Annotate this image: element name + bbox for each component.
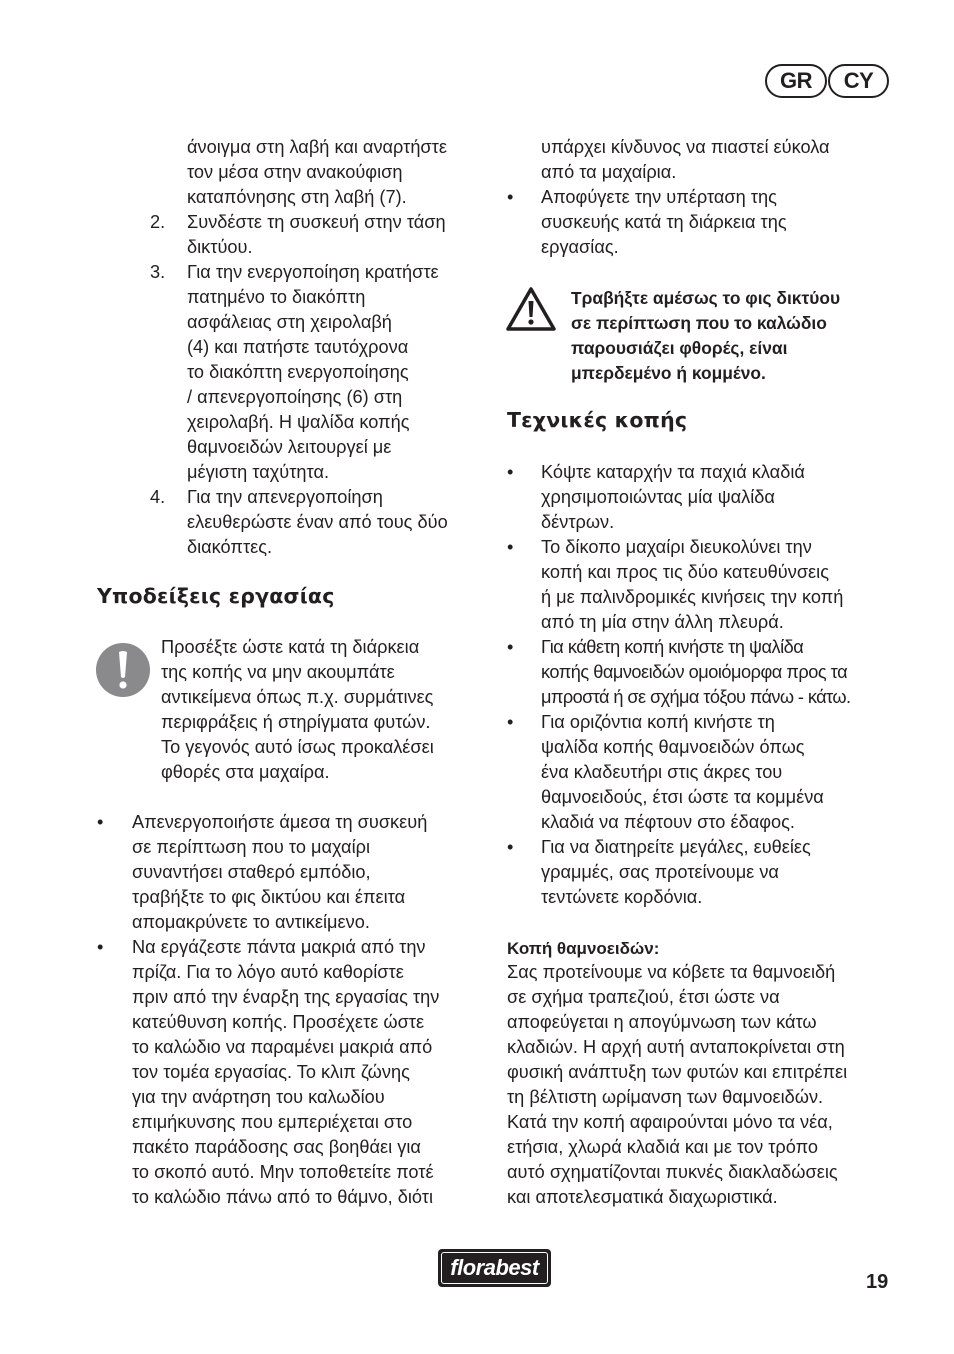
- bullet-marker: •: [97, 937, 104, 957]
- step-line: δικτύου.: [187, 237, 253, 257]
- bullet-line: κοπής θαμνοειδών ομοιόμορφα προς τα: [541, 662, 848, 682]
- paragraph-line: αποφεύγεται η απογύμνωση των κάτω: [507, 1012, 817, 1032]
- bullet-line: κατεύθυνση κοπής. Προσέχετε ώστε: [132, 1012, 425, 1032]
- logo-text: florabest: [450, 1255, 539, 1280]
- bullet-marker: •: [507, 537, 514, 557]
- bullet-line: Για οριζόντια κοπή κινήστε τη: [541, 712, 775, 732]
- step-line: / απενεργοποίησης (6) στη: [187, 387, 403, 407]
- bullet-line: Για κάθετη κοπή κινήστε τη ψαλίδα: [541, 637, 804, 657]
- bullet-line: ψαλίδα κοπής θαμνοειδών όπως: [541, 737, 805, 757]
- note-line: αντικείμενα όπως π.χ. συρμάτινες: [161, 687, 434, 707]
- paragraph-line: Κατά την κοπή αφαιρούνται μόνο τα νέα,: [507, 1112, 833, 1132]
- florabest-logo: [438, 1249, 551, 1287]
- bullet-line: Κόψτε καταρχήν τα παχιά κλαδιά: [541, 462, 805, 482]
- continued-line: από τα μαχαίρια.: [541, 162, 677, 182]
- step-line: Συνδέστε τη συσκευή στην τάση: [187, 212, 446, 232]
- intro-line: καταπόνησης στη λαβή (7).: [187, 187, 407, 207]
- bullet-line: Αποφύγετε την υπέρταση της: [541, 187, 777, 207]
- bullet-line: σε περίπτωση που το μαχαίρι: [132, 837, 370, 857]
- step-line: μέγιστη ταχύτητα.: [187, 462, 330, 482]
- bullet-line: για την ανάρτηση του καλωδίου: [132, 1087, 385, 1107]
- warning-line: μπερδεμένο ή κομμένο.: [571, 363, 766, 383]
- step-line: Για την ενεργοποίηση κρατήστε: [187, 262, 439, 282]
- paragraph-line: ετήσια, χλωρά κλαδιά και με τον τρόπο: [507, 1137, 819, 1157]
- bullet-line: μπροστά ή σε σχήμα τόξου πάνω - κάτω.: [541, 687, 851, 707]
- bullet-line: Να εργάζεστε πάντα μακριά από την: [132, 937, 426, 957]
- bullet-line: τραβήξτε το φις δικτύου και έπειτα: [132, 887, 406, 907]
- bullet-line: γραμμές, σας προτείνουμε να: [541, 862, 779, 882]
- note-line: της κοπής να μην ακουμπάτε: [161, 662, 395, 682]
- step-line: ελευθερώστε έναν από τους δύο: [187, 512, 448, 532]
- paragraph-line: φυσική ανάπτυξη των φυτών και επιτρέπει: [507, 1062, 848, 1082]
- continued-line: υπάρχει κίνδυνος να πιαστεί εύκολα: [541, 137, 830, 157]
- paragraph-line: και αποτελεσματικά διαχωριστικά.: [507, 1187, 778, 1207]
- paragraph-line: αυτό σχηματίζονται πυκνές διακλαδώσεις: [507, 1162, 838, 1182]
- bullet-line: συσκευής κατά τη διάρκεια της: [541, 212, 787, 232]
- step-line: ασφάλειας στη χειρολαβή: [187, 312, 392, 332]
- subsection-title: Κοπή θαμνοειδών:: [507, 939, 660, 958]
- bullet-line: χρησιμοποιώντας μία ψαλίδα: [541, 487, 775, 507]
- warning-line: Τραβήξτε αμέσως το φις δικτύου: [571, 288, 841, 308]
- intro-line: τον μέσα στην ανακούφιση: [187, 162, 403, 182]
- exclamation-icon: [95, 642, 151, 698]
- note-line: περιφράξεις ή στηρίγματα φυτών.: [161, 712, 431, 732]
- section-heading-work-notes: Υποδείξεις εργασίας: [97, 584, 335, 608]
- note-line: Προσέξτε ώστε κατά τη διάρκεια: [161, 637, 420, 657]
- bullet-line: τον τομέα εργασίας. Το κλιπ ζώνης: [132, 1062, 410, 1082]
- bullet-line: Το δίκοπο μαχαίρι διευκολύνει την: [541, 537, 812, 557]
- intro-line: άνοιγμα στη λαβή και αναρτήστε: [187, 137, 447, 157]
- step-line: πατημένο το διακόπτη: [187, 287, 366, 307]
- bullet-marker: •: [507, 712, 514, 732]
- warning-line: παρουσιάζει φθορές, είναι: [571, 338, 788, 358]
- step-number: 4.: [150, 487, 166, 507]
- paragraph-line: σε σχήμα τραπεζιού, έτσι ώστε να: [507, 987, 780, 1007]
- bullet-line: πρίζα. Για το λόγο αυτό καθορίστε: [132, 962, 404, 982]
- bullet-line: απομακρύνετε το αντικείμενο.: [132, 912, 370, 932]
- step-line: το διακόπτη ενεργοποίησης: [187, 362, 409, 382]
- bullet-line: εργασίας.: [541, 237, 619, 257]
- bullet-line: από τη μία στην άλλη πλευρά.: [541, 612, 784, 632]
- bullet-line: δέντρων.: [541, 512, 615, 532]
- bullet-marker: •: [507, 837, 514, 857]
- note-line: φθορές στα μαχαίρα.: [161, 762, 330, 782]
- paragraph-line: κλαδιών. Η αρχή αυτή ανταποκρίνεται στη: [507, 1037, 845, 1057]
- bullet-line: πριν από την έναρξη της εργασίας την: [132, 987, 440, 1007]
- warning-line: σε περίπτωση που το καλώδιο: [571, 313, 827, 333]
- step-line: διακόπτες.: [187, 537, 273, 557]
- bullet-line: θαμνοειδούς, έτσι ώστε τα κομμένα: [541, 787, 824, 807]
- bullet-line: κοπή και προς τις δύο κατευθύνσεις: [541, 562, 829, 582]
- bullet-line: επιμήκυνσης που εμπεριέχεται στο: [132, 1112, 413, 1132]
- step-line: χειρολαβή. Η ψαλίδα κοπής: [187, 412, 410, 432]
- bullet-line: τεντώνετε κορδόνια.: [541, 887, 703, 907]
- paragraph-line: τη βέλτιστη ωρίμανση των θαμνοειδών.: [507, 1087, 824, 1107]
- bullet-marker: •: [507, 462, 514, 482]
- bullet-line: το καλώδιο να παραμένει μακριά από: [132, 1037, 433, 1057]
- page-number: 19: [866, 1271, 889, 1293]
- bullet-marker: •: [507, 187, 514, 207]
- bullet-line: ένα κλαδευτήρι στις άκρες του: [541, 762, 783, 782]
- bullet-line: ή με παλινδρομικές κινήσεις την κοπή: [541, 587, 844, 607]
- bullet-line: Απενεργοποιήστε άμεσα τη συσκευή: [132, 812, 428, 832]
- step-line: θαμνοειδών λειτουργεί με: [187, 437, 392, 457]
- bullet-marker: •: [97, 812, 104, 832]
- country-badge-gr: [765, 64, 827, 98]
- note-line: Το γεγονός αυτό ίσως προκαλέσει: [161, 737, 434, 757]
- bullet-line: το σκοπό αυτό. Μην τοποθετείτε ποτέ: [132, 1162, 434, 1182]
- step-line: Για την απενεργοποίηση: [187, 487, 383, 507]
- step-number: 2.: [150, 212, 166, 232]
- section-heading-cutting-techniques: Τεχνικές κοπής: [507, 408, 688, 432]
- step-number: 3.: [150, 262, 166, 282]
- bullet-line: το καλώδιο πάνω από το θάμνο, διότι: [132, 1187, 433, 1207]
- bullet-line: Για να διατηρείτε μεγάλες, ευθείες: [541, 837, 811, 857]
- bullet-marker: •: [507, 637, 514, 657]
- warning-triangle-icon: [505, 286, 557, 332]
- country-code-cy: CY: [843, 68, 874, 93]
- paragraph-line: Σας προτείνουμε να κόβετε τα θαμνοειδή: [507, 962, 836, 982]
- bullet-line: συναντήσει σταθερό εμπόδιο,: [132, 862, 371, 882]
- step-line: (4) και πατήστε ταυτόχρονα: [187, 337, 409, 357]
- bullet-line: κλαδιά να πέφτουν στο έδαφος.: [541, 812, 795, 832]
- country-badge-cy: [828, 64, 889, 98]
- bullet-line: πακέτο παράδοσης σας βοηθάει για: [132, 1137, 421, 1157]
- country-code-gr: GR: [780, 68, 812, 93]
